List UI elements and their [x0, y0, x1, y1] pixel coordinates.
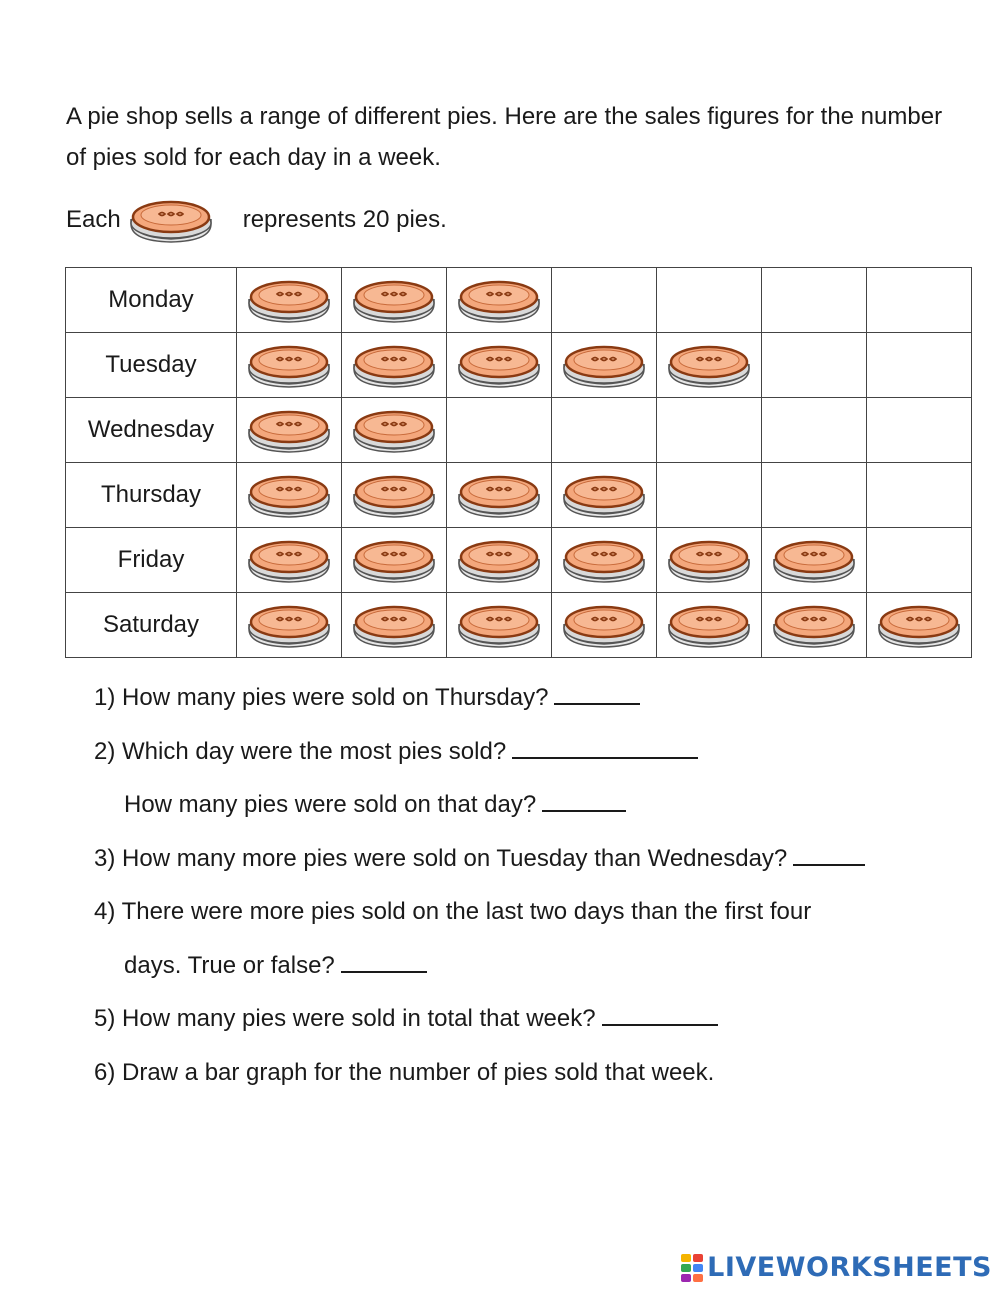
pictogram-cell: [762, 333, 867, 398]
logo-square: [681, 1254, 691, 1262]
logo-square: [693, 1264, 703, 1272]
pie-icon: [560, 602, 648, 648]
pictogram-cell: [447, 463, 552, 528]
pictogram-cell: [447, 333, 552, 398]
pictogram-cell: [867, 268, 972, 333]
question-item: [94, 890, 974, 944]
liveworksheets-logo: [681, 1252, 992, 1283]
pictogram-cell: [342, 333, 447, 398]
pictogram-cell: [762, 268, 867, 333]
pictogram-row: [66, 528, 972, 593]
pie-icon: [560, 537, 648, 583]
pie-icon: [770, 602, 858, 648]
question-item: [94, 837, 974, 891]
pictogram-cell: [552, 463, 657, 528]
day-label: Friday: [66, 528, 237, 593]
pictogram-cell: [237, 593, 342, 658]
pictogram-row: [66, 268, 972, 333]
answer-blank[interactable]: [542, 788, 626, 812]
question-item: [94, 730, 974, 784]
pictogram-cell: [657, 528, 762, 593]
question-text: 1) How many pies were sold on Thursday?: [94, 684, 549, 711]
pictogram-row: [66, 398, 972, 463]
pictogram-cell: [867, 398, 972, 463]
pictogram-cell: [552, 398, 657, 463]
pictogram-cell: [867, 463, 972, 528]
question-text: 3) How many more pies were sold on Tuesday than Wednesday?: [94, 844, 788, 872]
question-item: [94, 997, 974, 1051]
pictogram-cell: [657, 593, 762, 658]
answer-blank[interactable]: [512, 735, 698, 759]
pictogram-cell: [552, 268, 657, 333]
key-prefix: Each: [66, 206, 121, 233]
pictogram-cell: [237, 398, 342, 463]
pictogram-cell: [762, 463, 867, 528]
pie-icon: [665, 537, 753, 583]
day-label: Thursday: [66, 463, 237, 528]
question-item: [94, 944, 974, 998]
logo-square: [693, 1254, 703, 1262]
pie-icon: [245, 602, 333, 648]
pictogram-cell: [657, 398, 762, 463]
pictogram-cell: [447, 593, 552, 658]
pictogram-cell: [447, 398, 552, 463]
pictogram-cell: [867, 528, 972, 593]
pictogram-row: [66, 463, 972, 528]
intro-text: A pie shop sells a range of different pies. Here are the sales figures for the number of pies sold for each day in a week.: [66, 103, 943, 171]
answer-blank[interactable]: [554, 681, 640, 705]
pictogram-cell: [342, 528, 447, 593]
day-label: Tuesday: [66, 333, 237, 398]
answer-blank[interactable]: [793, 842, 865, 866]
logo-square: [681, 1264, 691, 1272]
pie-icon: [875, 602, 963, 648]
pictogram-cell: [867, 593, 972, 658]
pie-icon: [350, 537, 438, 583]
pie-icon: [350, 342, 438, 388]
pie-icon: [350, 472, 438, 518]
pie-icon: [665, 602, 753, 648]
pie-icon: [455, 277, 543, 323]
pictogram-cell: [657, 333, 762, 398]
day-label: Saturday: [66, 593, 237, 658]
pie-icon: [560, 472, 648, 518]
logo-square: [693, 1274, 703, 1282]
pictogram-cell: [342, 593, 447, 658]
logo-square: [681, 1274, 691, 1282]
logo-icon: [681, 1254, 703, 1282]
pictogram-cell: [342, 398, 447, 463]
pictogram-cell: [657, 463, 762, 528]
question-text: 2) Which day were the most pies sold?: [94, 737, 507, 765]
pictogram-cell: [237, 333, 342, 398]
pictogram-cell: [237, 528, 342, 593]
pictogram-cell: [762, 528, 867, 593]
day-label: Wednesday: [66, 398, 237, 463]
question-item: [94, 676, 974, 730]
question-item: [94, 783, 974, 837]
pictogram-cell: [762, 593, 867, 658]
question-text: 5) How many pies were sold in total that week?: [94, 1005, 596, 1032]
pictogram-cell: [552, 593, 657, 658]
pictogram-cell: [447, 528, 552, 593]
question-text: How many pies were sold on that day?: [124, 791, 537, 818]
question-item: [94, 1051, 974, 1105]
pictogram-cell: [552, 333, 657, 398]
pie-icon: [350, 602, 438, 648]
pictogram-cell: [237, 268, 342, 333]
question-text: 6) Draw a bar graph for the number of pies sold that week.: [94, 1058, 715, 1086]
day-label: Monday: [66, 268, 237, 333]
pie-icon: [350, 407, 438, 453]
answer-blank[interactable]: [341, 949, 427, 973]
pie-icon: [455, 537, 543, 583]
pie-icon: [455, 472, 543, 518]
pie-icon: [245, 472, 333, 518]
pictogram-row: [66, 333, 972, 398]
pictogram-cell: [657, 268, 762, 333]
pie-icon: [245, 277, 333, 323]
pie-icon: [245, 342, 333, 388]
pie-icon: [455, 602, 543, 648]
pie-icon: [665, 342, 753, 388]
pie-icon: [350, 277, 438, 323]
pictogram-cell: [552, 528, 657, 593]
pie-icon: [560, 342, 648, 388]
pie-icon: [770, 537, 858, 583]
pictogram-table: [65, 267, 972, 658]
question-text: days. True or false?: [124, 951, 335, 979]
pictogram-cell: [342, 268, 447, 333]
pie-icon: [455, 342, 543, 388]
pictogram-row: [66, 593, 972, 658]
brand-name: LIVEWORKSHEETS: [707, 1252, 992, 1283]
key-suffix: represents 20 pies.: [242, 206, 447, 233]
pictogram-cell: [762, 398, 867, 463]
pictogram-cell: [867, 333, 972, 398]
answer-blank[interactable]: [602, 1002, 718, 1026]
question-text: 4) There were more pies sold on the last two days than the first four: [94, 898, 812, 925]
pie-icon: [245, 537, 333, 583]
pictogram-key: [66, 190, 447, 250]
pie-icon: [127, 197, 215, 243]
pictogram-cell: [447, 268, 552, 333]
pictogram-cell: [342, 463, 447, 528]
question-list: [94, 676, 974, 1104]
pictogram-cell: [237, 463, 342, 528]
pie-icon: [245, 407, 333, 453]
